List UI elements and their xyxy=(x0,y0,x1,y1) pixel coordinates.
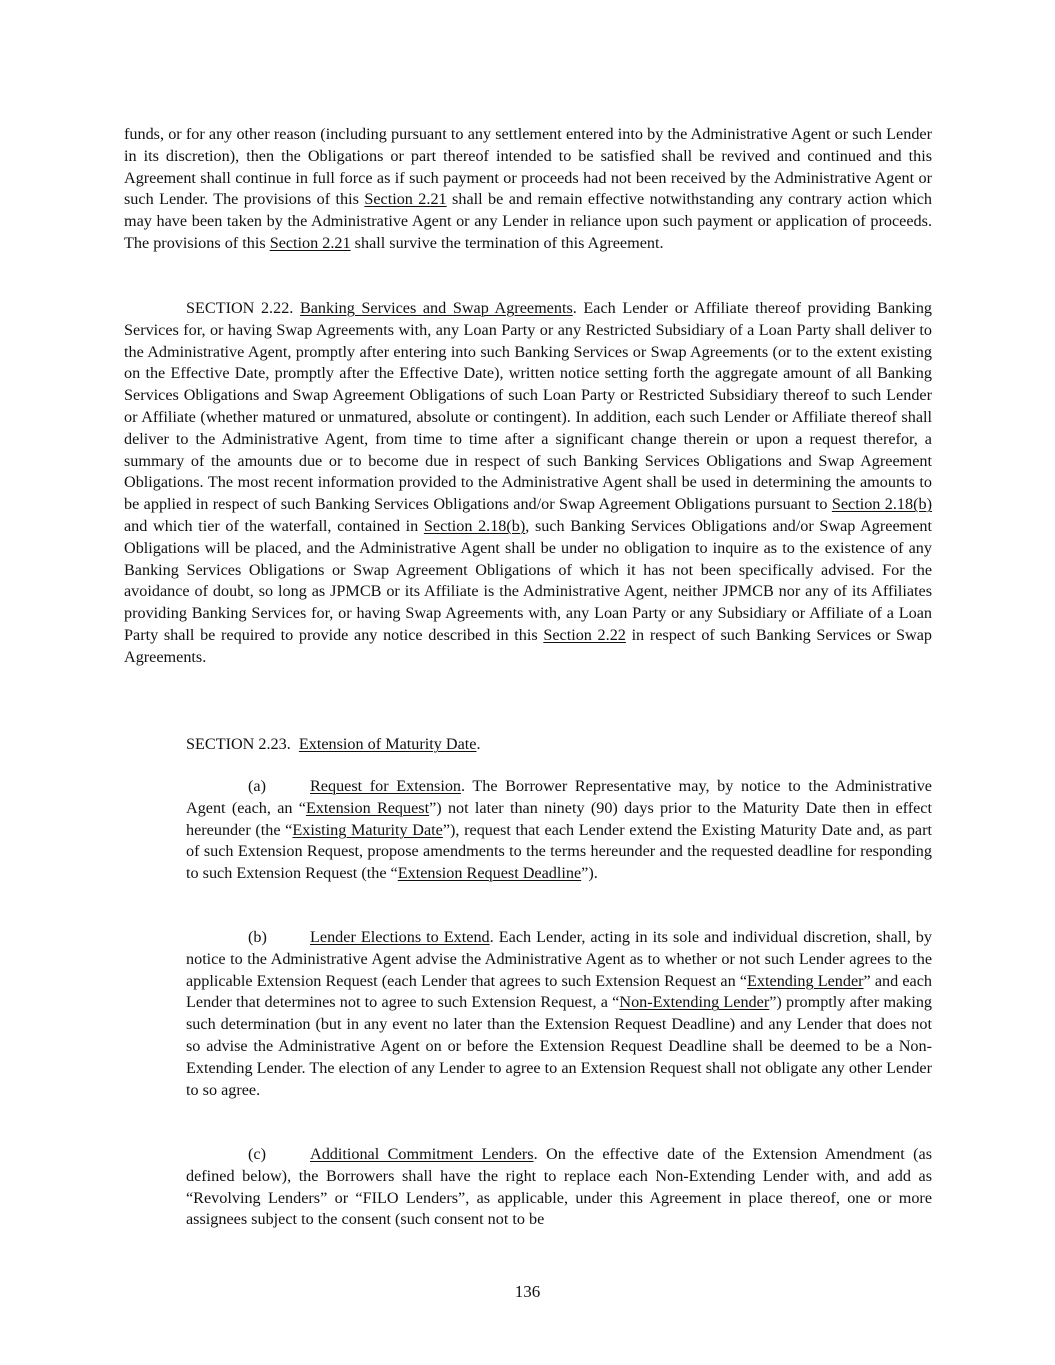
defined-term: Non-Extending Lender xyxy=(619,993,770,1012)
section-number: SECTION 2.22. xyxy=(186,299,294,317)
text: shall survive the termination of this Agreement. xyxy=(350,233,664,252)
text: , such Banking Services Obligations and/or Swap Agreement Obligations will be placed, and the Administrative Agent shall be under no obligation to inquire as to the existence of any Banking Services Obligations or Swap Agreement Obligations of which it has not been specifically advised. For the avoidance of doubt, so long as JPMCB or its Affiliate is the Administrative Agent, neither JPMCB nor any of its Affiliates providing Banking Services for, or having Swap Agreements with, any Loan Party or any Subsidiary or Affiliate of a Loan Party shall be required to provide any notice described in this xyxy=(124,516,932,644)
clause-b-paragraph xyxy=(186,927,932,1101)
text: . The Borrower Representative may, by notice to the Administrative Agent (each, an “ xyxy=(186,777,932,817)
text: in respect of such Banking Services or Swap Agreements. xyxy=(124,625,933,666)
section-2-23-heading xyxy=(186,734,932,756)
defined-term: Extension Request Deadline xyxy=(397,864,582,883)
text: ”). xyxy=(581,864,598,883)
spacer xyxy=(293,299,300,317)
section-reference: Section 2.21 xyxy=(269,233,351,252)
clause-title: Lender Elections to Extend xyxy=(310,928,490,946)
text: . Each Lender or Affiliate thereof providing Banking Services for, or having Swap Agreements with, any Loan Party or any Restricted Subsidiary of a Loan Party shall deliver to the Administrative Agent, promptly after entering into such Banking Services or Swap Agreements (or to the extent existing on the Effective Date, promptly after the Effective Date), written notice setting forth the aggregate amount of all Banking Services Obligations and Swap Agreement Obligations of such Loan Party or Restricted Subsidiary thereof to such Lender or Affiliate (whether matured or unmatured, absolute or contingent). In addition, each such Lender or Affiliate thereof shall deliver to the Administrative Agent, from time to time after a significant change therein or upon a request therefor, a summary of the amounts due or to become due in respect of such Banking Services Obligations and Swap Agreement Obligations. The most recent information provided to the Administrative Agent shall be used in determining the amounts to be applied in respect of such Banking Services Obligations and/or Swap Agreement Obligations pursuant to xyxy=(124,299,933,514)
spacer xyxy=(291,735,299,753)
clause-a-paragraph xyxy=(186,776,932,885)
section-number: SECTION 2.23. xyxy=(186,735,291,753)
text: and which tier of the waterfall, contained in xyxy=(124,516,424,535)
section-reference: Section 2.18(b) xyxy=(423,516,526,535)
text: ”) not later than ninety (90) days prior to the Maturity Date then in effect hereunder (the “ xyxy=(186,798,932,839)
defined-term: Extending Lender xyxy=(747,971,864,990)
clause-label: (c) xyxy=(248,1145,266,1163)
text: ”), request that each Lender extend the Existing Maturity Date and, as part of such Extension Request, propose amendments to the terms hereunder and the requested deadline for responding to such Extension Request (the “ xyxy=(186,820,932,883)
section-title: Banking Services and Swap Agreements xyxy=(299,299,573,317)
text: shall be and remain effective notwithstanding any contrary action which may have been taken by the Administrative Agent or any Lender in reliance upon such payment or application of proceeds. The provisions of this xyxy=(124,190,932,252)
defined-term: Extension Request xyxy=(305,798,430,817)
section-title: Extension of Maturity Date xyxy=(298,735,477,753)
section-reference: Section 2.18(b) xyxy=(831,495,932,514)
section-2-22-paragraph xyxy=(124,298,932,669)
defined-term: Existing Maturity Date xyxy=(292,820,443,839)
section-reference: Section 2.22 xyxy=(543,625,626,644)
text: funds, or for any other reason (including pursuant to any settlement entered into by the Administrative Agent or such Lender in its discretion), then the Obligations or part thereof intended to be satisfied shall be revived and continued and this Agreement shall continue in full force as if such payment or proceeds had not been received by the Administrative Agent or such Lender. The provisions of this xyxy=(124,125,932,209)
clause-c-paragraph xyxy=(186,1144,932,1231)
clause-label: (a) xyxy=(248,777,266,795)
page-number: 136 xyxy=(514,1282,541,1301)
paragraph-continuation xyxy=(124,124,932,255)
clause-label: (b) xyxy=(248,928,267,946)
clause-title: Request for Extension xyxy=(310,777,462,795)
text: ”) promptly after making such determination (but in any event no later than the Extension Request Deadline) and any Lender that does not so advise the Administrative Agent on or before the Extension Request Deadline shall be deemed to be a Non-Extending Lender. The election of any Lender to agree to an Extension Request shall not obligate any other Lender to so agree. xyxy=(186,993,933,1099)
text: . Each Lender, acting in its sole and individual discretion, shall, by notice to the Administrative Agent advise the Administrative Agent as to whether or not such Lender agrees to the applicable Extension Request (each Lender that agrees to such Extension Request an “ xyxy=(186,928,932,990)
section-reference: Section 2.21 xyxy=(364,190,447,209)
clause-title: Additional Commitment Lenders xyxy=(310,1145,534,1163)
text: . xyxy=(476,735,481,753)
text: . On the effective date of the Extension Amendment (as defined below), the Borrowers shall have the right to replace each Non-Extending Lender with, and add as “Revolving Lenders” or “FILO Lenders”, as applicable, under this Agreement in place thereof, one or more assignees subject to the consent (such consent not to be xyxy=(186,1145,932,1229)
text: ” and each Lender that determines not to agree to such Extension Request, a “ xyxy=(186,971,932,1012)
